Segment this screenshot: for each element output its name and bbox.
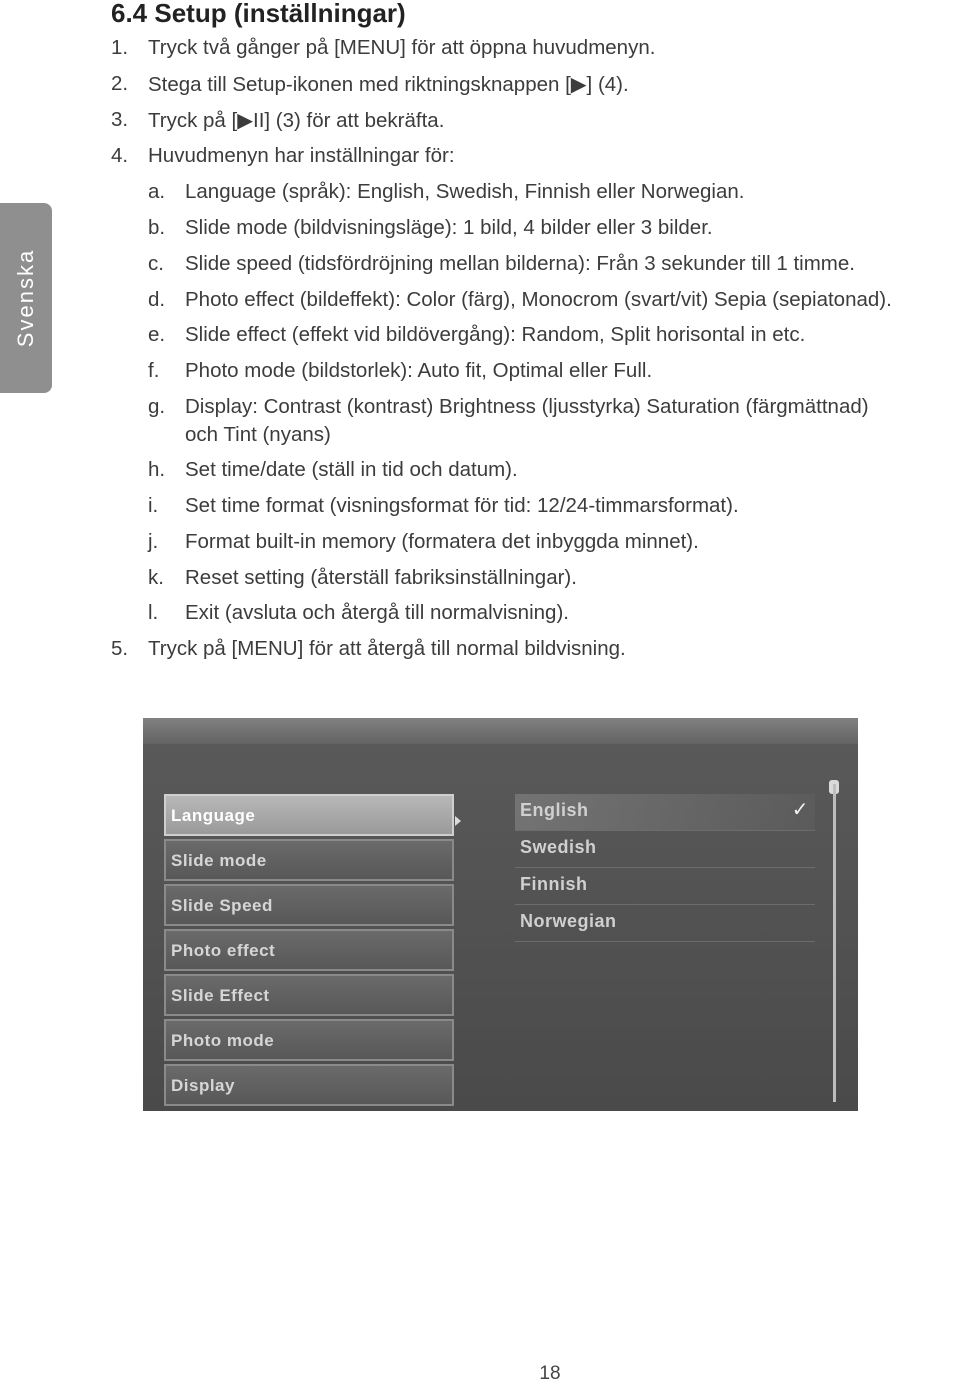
sub-item-letter: j. (148, 530, 159, 553)
sub-item-text: Format built-in memory (formatera det inbyggda minnet). (185, 530, 699, 553)
sub-item-text: Display: Contrast (kontrast) Brightness (ljusstyrka) Saturation (färgmättnad) (185, 395, 869, 418)
language-options-list (515, 794, 815, 942)
step-number: 5. (111, 637, 129, 660)
menu-item-slide-speed[interactable]: Slide Speed (164, 884, 454, 926)
menu-item-photo-mode[interactable]: Photo mode (164, 1019, 454, 1061)
option-finnish[interactable] (515, 868, 815, 905)
menu-item-slide-effect[interactable]: Slide Effect (164, 974, 454, 1016)
option-label: Finnish (520, 874, 588, 894)
screen-top-bar (143, 718, 858, 744)
step-text: Tryck på [▶II] (3) för att bekräfta. (148, 109, 445, 132)
sub-item-text: Set time format (visningsformat för tid: 12/24-timmarsformat). (185, 494, 739, 517)
sub-item-letter: g. (148, 395, 166, 418)
sub-item-letter: k. (148, 566, 164, 589)
option-swedish[interactable] (515, 831, 815, 868)
option-norwegian[interactable] (515, 905, 815, 942)
step-text: Stega till Setup-ikonen med riktningsknappen [▶] (4). (148, 73, 629, 96)
menu-item-photo-effect[interactable]: Photo effect (164, 929, 454, 971)
sub-item-letter: f. (148, 359, 160, 382)
menu-item-language[interactable]: Language (164, 794, 454, 836)
sub-item-letter: i. (148, 494, 159, 517)
sub-item-text: Slide effect (effekt vid bildövergång): Random, Split horisontal in etc. (185, 323, 806, 346)
sub-item-text: och Tint (nyans) (185, 423, 331, 446)
menu-item-display[interactable]: Display (164, 1064, 454, 1106)
scrollbar-track[interactable] (833, 784, 836, 1102)
sub-item-letter: a. (148, 180, 166, 203)
sub-item-text: Slide speed (tidsfördröjning mellan bilderna): Från 3 sekunder till 1 timme. (185, 252, 855, 275)
sub-item-text: Slide mode (bildvisningsläge): 1 bild, 4 bilder eller 3 bilder. (185, 216, 713, 239)
sub-item-letter: d. (148, 288, 166, 311)
step-number: 3. (111, 108, 129, 131)
sub-item-text: Exit (avsluta och återgå till normalvisning). (185, 601, 569, 624)
sub-item-text: Reset setting (återställ fabriksinställningar). (185, 566, 577, 589)
step-number: 1. (111, 36, 129, 59)
sub-item-letter: l. (148, 601, 159, 624)
sub-item-text: Photo effect (bildeffekt): Color (färg), Monocrom (svart/vit) Sepia (sepiatonad). (185, 288, 892, 311)
setup-menu-list (164, 794, 454, 1109)
page-number: 18 (539, 1363, 561, 1384)
option-english[interactable] (515, 794, 815, 831)
option-label: Norwegian (520, 911, 617, 931)
step-number: 4. (111, 144, 129, 167)
sub-item-text: Language (språk): English, Swedish, Finnish eller Norwegian. (185, 180, 745, 203)
step-number: 2. (111, 72, 129, 95)
sub-item-letter: c. (148, 252, 164, 275)
sub-item-text: Photo mode (bildstorlek): Auto fit, Optimal eller Full. (185, 359, 653, 382)
setup-menu-screenshot (143, 718, 858, 1111)
menu-item-slide-mode[interactable]: Slide mode (164, 839, 454, 881)
checkmark-icon: ✓ (791, 799, 809, 821)
sub-item-text: Set time/date (ställ in tid och datum). (185, 458, 518, 481)
step-text: Huvudmenyn har inställningar för: (148, 144, 455, 167)
language-side-tab (0, 203, 52, 393)
sub-item-letter: h. (148, 458, 166, 481)
option-label: English (520, 800, 589, 820)
sub-item-letter: b. (148, 216, 166, 239)
side-tab-label: Svenska (13, 248, 38, 348)
sub-item-letter: e. (148, 323, 166, 346)
step-text: Tryck två gånger på [MENU] för att öppna huvudmenyn. (148, 36, 656, 59)
step-text: Tryck på [MENU] för att återgå till normal bildvisning. (148, 637, 626, 660)
option-label: Swedish (520, 837, 597, 857)
section-heading: 6.4 Setup (inställningar) (111, 0, 406, 28)
submenu-arrow-icon (455, 816, 461, 826)
